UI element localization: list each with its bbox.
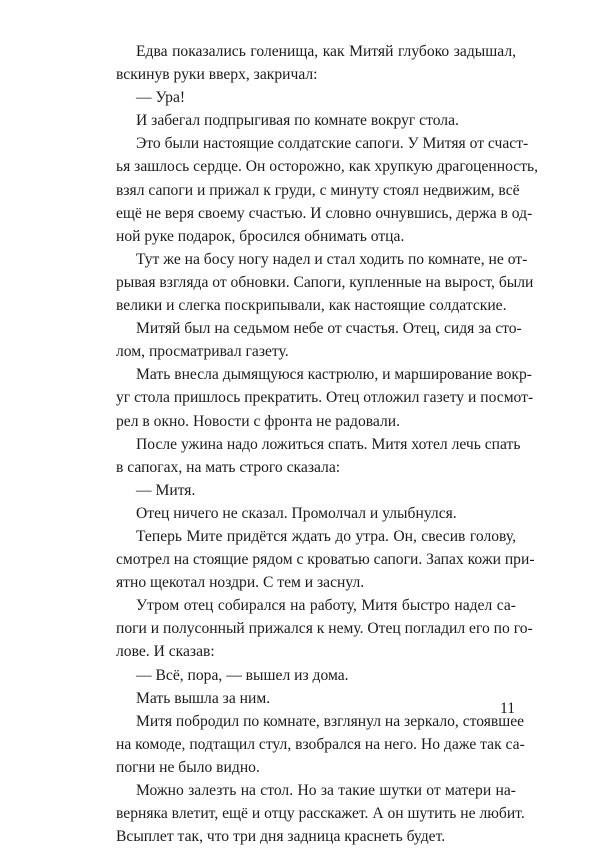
text-line: ья зашлось сердце. Он осторожно, как хрупкую драгоценность,	[116, 158, 539, 176]
text-line: Всыплет так, что три дня задница краснеть будет.	[116, 828, 446, 846]
text-line: вскинув руки вверх, закричал:	[116, 66, 318, 84]
text-line: Отец ничего не сказал. Промолчал и улыбнулся.	[136, 504, 457, 522]
text-line: Митя побродил по комнате, взглянул на зеркало, стоявшее	[136, 712, 525, 730]
text-line: велики и слегка поскрипывали, как настоящие солдатские.	[116, 297, 507, 315]
text-line: погни не было видно.	[116, 758, 260, 776]
text-line: — Ура!	[136, 89, 186, 107]
text-line: Можно залезть на стол. Но за такие шутки от матери на-	[136, 782, 516, 799]
text-line: рывая взгляда от обновки. Сапоги, купленные на вырост, были	[116, 273, 534, 291]
text-line: смотрел на стоящие рядом с кроватью сапоги. Запах кожи при-	[116, 551, 535, 569]
text-line: ятно щекотал ноздри. С тем и заснул.	[116, 574, 365, 592]
text-line: взял сапоги и прижал к груди, с минуту стоял недвижим, всё	[116, 181, 520, 199]
text-line: уг стола пришлось прекратить. Отец отложил газету и посмот-	[116, 389, 534, 407]
text-line: поги и полусонный прижался к нему. Отец погладил его по го-	[116, 620, 533, 638]
text-line: И забегал подпрыгивая по комнате вокруг стола.	[136, 112, 459, 130]
text-line: Теперь Мите придётся ждать до утра. Он, свесив голову,	[136, 527, 516, 545]
text-line: рел в окно. Новости с фронта не радовали.	[116, 412, 400, 430]
body-text	[116, 40, 539, 848]
text-line: — Всё, пора, — вышел из дома.	[136, 666, 349, 684]
page-number: 11	[499, 700, 515, 717]
text-line: лом, просматривал газету.	[116, 343, 289, 361]
text-line: Мать вышла за ним.	[136, 689, 271, 707]
text-line: Утром отец собирался на работу, Митя быстро надел са-	[136, 597, 516, 615]
text-line: Тут же на босу ногу надел и стал ходить по комнате, не от-	[136, 250, 528, 268]
text-line: Это были настоящие солдатские сапоги. У Митяя от счаст-	[136, 135, 529, 153]
text-line: лове. И сказав:	[116, 643, 215, 661]
text-line: в сапогах, на мать строго сказала:	[116, 458, 341, 476]
text-line: верняка влетит, ещё и отцу расскажет. А он шутить не любит.	[116, 805, 525, 823]
text-line: После ужина надо ложиться спать. Митя хотел лечь спать	[136, 435, 521, 453]
text-line: на комоде, подтащил стул, взобрался на него. Но даже так са-	[116, 735, 525, 753]
text-line: Мать внесла дымящуюся кастрюлю, и марширование вокр-	[136, 366, 532, 384]
text-line: ной руке подарок, бросился обнимать отца.	[116, 227, 405, 245]
text-line: — Митя.	[136, 481, 196, 499]
text-line: Едва показались голенища, как Митяй глубоко задышал,	[136, 43, 516, 60]
text-line: Митяй был на седьмом небе от счастья. Отец, сидя за сто-	[136, 320, 522, 338]
text-line: ещё не веря своему счастью. И словно очнувшись, держа в од-	[116, 204, 533, 222]
